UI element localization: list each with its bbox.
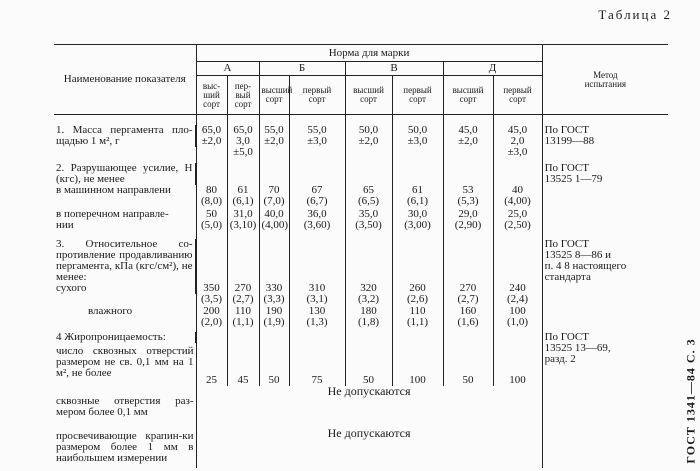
value-cell: 320 (3,2) bbox=[345, 283, 392, 306]
value-cell: 100 bbox=[392, 346, 443, 386]
header-sort: первый сорт bbox=[392, 76, 443, 115]
row-label: сквозные отверстия раз-мером более 0,1 мм bbox=[54, 386, 196, 428]
header-mark-v: В bbox=[345, 62, 443, 76]
value-cell: 160 (1,6) bbox=[443, 306, 493, 332]
header-sort: пер- вый сорт bbox=[227, 76, 259, 115]
value-cell: 50 bbox=[259, 346, 289, 386]
row-label: в поперечном направле- нии bbox=[54, 209, 196, 239]
header-mark-a: А bbox=[196, 62, 259, 76]
value-cell: 270 (2,7) bbox=[227, 283, 259, 306]
row-label: в машинном направлени bbox=[54, 185, 196, 209]
value-cell: 100 (1,0) bbox=[493, 306, 542, 332]
value-cell: 67 (6,7) bbox=[289, 185, 345, 209]
value-cell: 25,0 (2,50) bbox=[493, 209, 542, 239]
value-cell: 50 bbox=[345, 346, 392, 386]
value-cell: 50,0 ±3,0 bbox=[392, 125, 443, 163]
value-cell: 53 (5,3) bbox=[443, 185, 493, 209]
value-cell: 50 (5,0) bbox=[196, 209, 227, 239]
value-cell: 50 bbox=[443, 346, 493, 386]
value-cell: 31,0 (3,10) bbox=[227, 209, 259, 239]
row-mass bbox=[54, 125, 668, 163]
header-mark-d: Д bbox=[443, 62, 542, 76]
value-cell: 180 (1,8) bbox=[345, 306, 392, 332]
value-cell: 100 bbox=[493, 346, 542, 386]
row-label: влажного bbox=[54, 306, 196, 332]
merged-value: Не допускаются bbox=[196, 386, 542, 428]
merged-value: Не допускаются bbox=[196, 428, 542, 468]
header-norm-group: Норма для марки bbox=[196, 45, 542, 62]
value-cell: 130 (1,3) bbox=[289, 306, 345, 332]
header-sort: высший сорт bbox=[259, 76, 289, 115]
row-tensile-cross bbox=[54, 209, 668, 239]
value-cell: 45 bbox=[227, 346, 259, 386]
method-cell: По ГОСТ 13525 1—79 bbox=[542, 163, 668, 185]
row-label: 2. Разрушающее усилие, Н (кгс), не менее bbox=[54, 163, 196, 185]
row-label: просвечивающие крапин-ки размером более 1 мм в наибольшем измерении bbox=[54, 428, 196, 468]
header-sort: первый сорт bbox=[493, 76, 542, 115]
header-sort: высший сорт bbox=[443, 76, 493, 115]
value-cell: 200 (2,0) bbox=[196, 306, 227, 332]
value-cell: 310 (3,1) bbox=[289, 283, 345, 306]
value-cell: 45,0 2,0 ±3,0 bbox=[493, 125, 542, 163]
value-cell: 65,0 3,0 ±5,0 bbox=[227, 125, 259, 163]
value-cell: 25 bbox=[196, 346, 227, 386]
header-sort: первый сорт bbox=[289, 76, 345, 115]
value-cell: 65,0 ±2,0 bbox=[196, 125, 227, 163]
value-cell: 61 (6,1) bbox=[227, 185, 259, 209]
value-cell: 110 (1,1) bbox=[227, 306, 259, 332]
row-grease bbox=[54, 332, 668, 346]
value-cell: 110 (1,1) bbox=[392, 306, 443, 332]
value-cell: 55,0 ±3,0 bbox=[289, 125, 345, 163]
header-sort: выс- ший сорт bbox=[196, 76, 227, 115]
row-label: сухого bbox=[54, 283, 196, 294]
row-label: 4 Жиропроницаемость: bbox=[54, 332, 196, 343]
value-cell: 45,0 ±2,0 bbox=[443, 125, 493, 163]
value-cell: 40 (4,00) bbox=[493, 185, 542, 209]
value-cell: 190 (1,9) bbox=[259, 306, 289, 332]
row-spots bbox=[54, 428, 668, 468]
value-cell: 29,0 (2,90) bbox=[443, 209, 493, 239]
row-holes-big bbox=[54, 386, 668, 428]
header-method: Метод испытания bbox=[542, 45, 668, 115]
row-label: число сквозных отверстий размером не св. 0,1 мм на 1 м², не более bbox=[54, 346, 196, 386]
value-cell: 40,0 (4,00) bbox=[259, 209, 289, 239]
value-cell: 55,0 ±2,0 bbox=[259, 125, 289, 163]
value-cell: 61 (6,1) bbox=[392, 185, 443, 209]
value-cell: 330 (3,3) bbox=[259, 283, 289, 306]
value-cell: 65 (6,5) bbox=[345, 185, 392, 209]
value-cell: 50,0 ±2,0 bbox=[345, 125, 392, 163]
header-mark-b: Б bbox=[259, 62, 345, 76]
value-cell: 70 (7,0) bbox=[259, 185, 289, 209]
value-cell: 75 bbox=[289, 346, 345, 386]
header-indicator: Наименование показателя bbox=[54, 45, 196, 115]
table-caption: Таблица 2 bbox=[598, 7, 672, 22]
value-cell: 30,0 (3,00) bbox=[392, 209, 443, 239]
page-side-label: ГОСТ 1341—84 С. 3 bbox=[683, 338, 698, 464]
row-label: 3. Относительное со-противление продавливанию пергамента, кПа (кгс/см²), не менее: bbox=[54, 239, 196, 283]
value-cell: 260 (2,6) bbox=[392, 283, 443, 306]
value-cell: 80 (8,0) bbox=[196, 185, 227, 209]
method-cell: По ГОСТ 13525 13—69, разд. 2 bbox=[542, 332, 668, 386]
header-sort: высший сорт bbox=[345, 76, 392, 115]
value-cell: 270 (2,7) bbox=[443, 283, 493, 306]
row-burst bbox=[54, 239, 668, 283]
row-tensile-machine bbox=[54, 185, 668, 209]
value-cell: 240 (2,4) bbox=[493, 283, 542, 306]
norms-table bbox=[54, 44, 668, 468]
value-cell: 35,0 (3,50) bbox=[345, 209, 392, 239]
row-tensile bbox=[54, 163, 668, 185]
method-cell: По ГОСТ 13525 8—86 и п. 4 8 настоящего стандарта bbox=[542, 239, 668, 283]
method-cell: По ГОСТ 13199—88 bbox=[542, 125, 668, 163]
row-burst-wet bbox=[54, 306, 668, 332]
row-burst-dry bbox=[54, 283, 668, 306]
row-label: 1. Масса пергамента пло-щадью 1 м², г bbox=[54, 125, 196, 147]
value-cell: 350 (3,5) bbox=[196, 283, 227, 306]
value-cell: 36,0 (3,60) bbox=[289, 209, 345, 239]
